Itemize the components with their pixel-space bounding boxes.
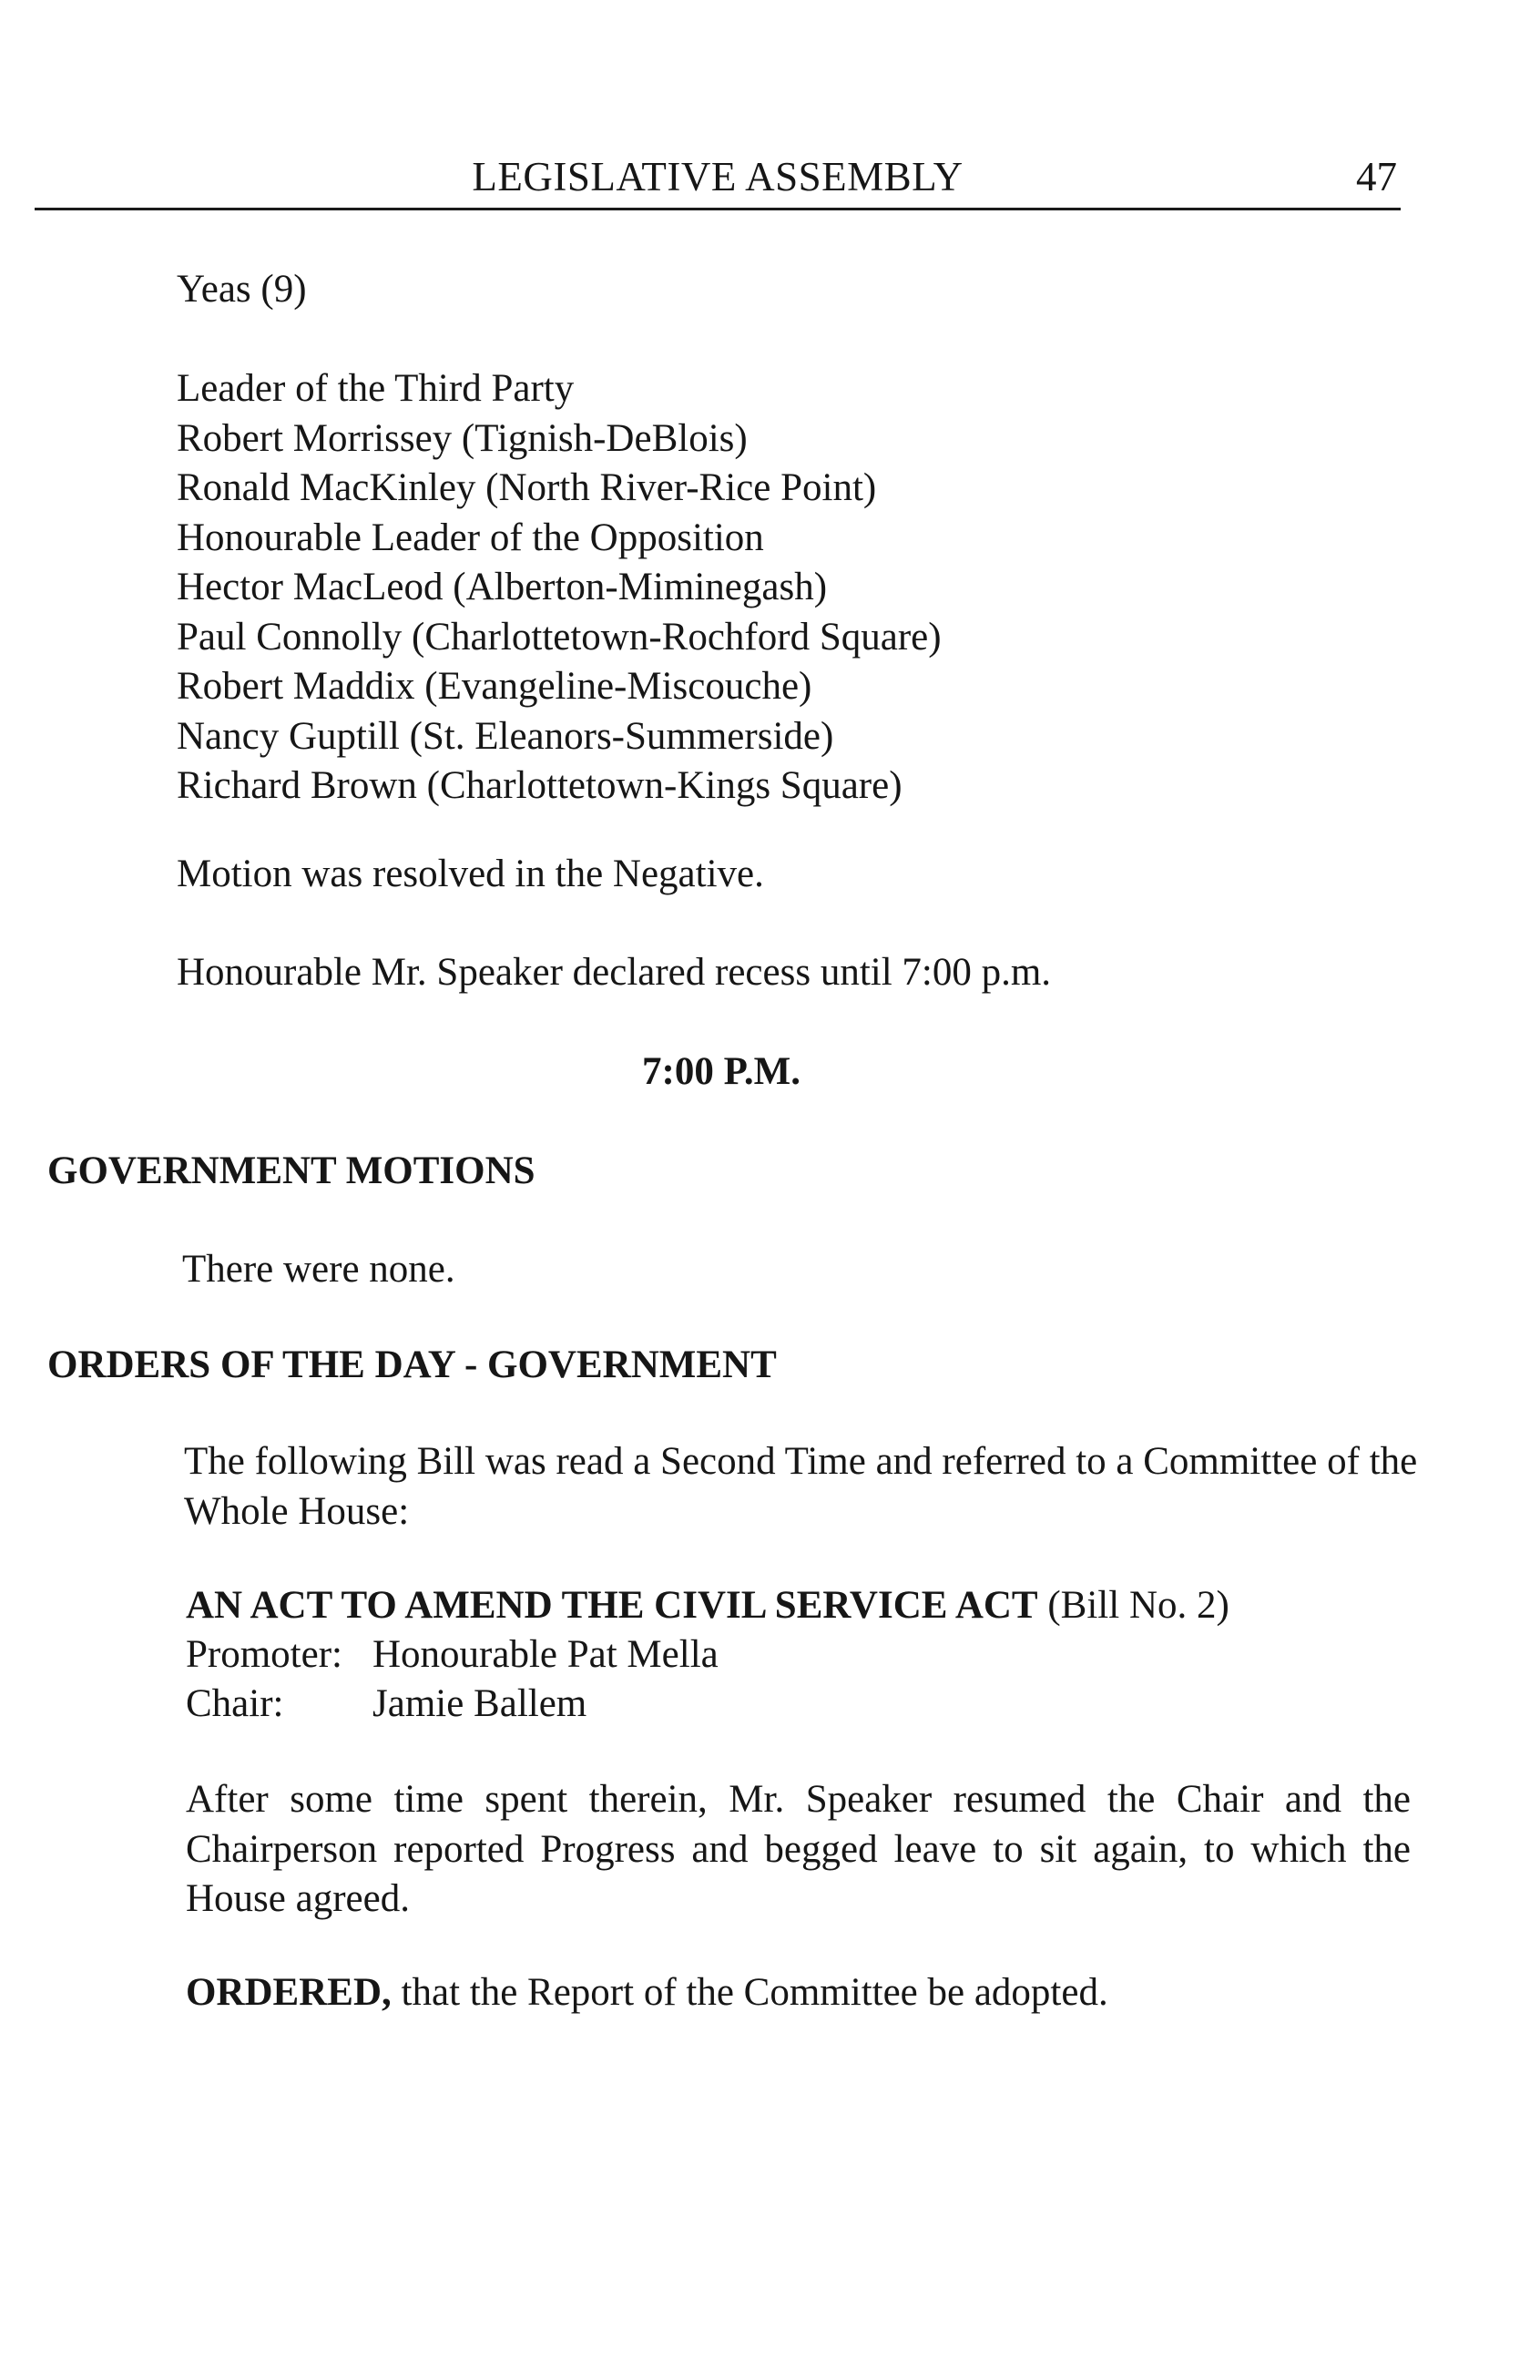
page-number: 47 bbox=[1356, 154, 1397, 199]
yeas-list-item: Nancy Guptill (St. Eleanors-Summerside) bbox=[177, 714, 834, 758]
yeas-list-item: Hector MacLeod (Alberton-Miminegash) bbox=[177, 566, 828, 608]
yeas-heading: Yeas (9) bbox=[177, 268, 307, 311]
bill-number: (Bill No. 2) bbox=[1047, 1584, 1229, 1627]
yeas-list bbox=[177, 364, 942, 812]
yeas-list-item: Richard Brown (Charlottetown-Kings Square) bbox=[177, 764, 903, 807]
page-header bbox=[35, 153, 1401, 210]
ordered-line bbox=[186, 1973, 1108, 2012]
time-heading: 7:00 P.M. bbox=[642, 1050, 801, 1093]
government-motions-text: There were none. bbox=[182, 1248, 455, 1291]
yeas-list-item: Honourable Leader of the Opposition bbox=[177, 516, 764, 559]
yeas-list-item: Robert Morrissey (Tignish-DeBlois) bbox=[177, 416, 748, 460]
promoter-row bbox=[186, 1635, 719, 1674]
bill-title: AN ACT TO AMEND THE CIVIL SERVICE ACT bbox=[186, 1584, 1038, 1627]
chair-row bbox=[186, 1684, 586, 1723]
bill-title-line bbox=[186, 1586, 1229, 1625]
recess-statement: Honourable Mr. Speaker declared recess until 7:00 p.m. bbox=[177, 951, 1052, 994]
motion-result: Motion was resolved in the Negative. bbox=[177, 853, 764, 895]
yeas-list-item: Leader of the Third Party bbox=[177, 367, 575, 410]
bill-referral-paragraph: The following Bill was read a Second Time and referred to a Committee of the Whole House: bbox=[184, 1440, 1418, 1533]
committee-progress-paragraph: After some time spent therein, Mr. Speaker resumed the Chair and the Chairperson reported Progress and begged leave to sit again, to which the House agreed. bbox=[186, 1778, 1411, 1920]
yeas-list-item: Robert Maddix (Evangeline-Miscouche) bbox=[177, 665, 812, 708]
chair-label: Chair: bbox=[186, 1682, 284, 1725]
ordered-text: that the Report of the Committee be adopted. bbox=[401, 1971, 1108, 2014]
yeas-list-item: Paul Connolly (Charlottetown-Rochford Square) bbox=[177, 615, 942, 659]
chair-value: Jamie Ballem bbox=[372, 1682, 587, 1725]
government-motions-heading: GOVERNMENT MOTIONS bbox=[47, 1149, 535, 1192]
yeas-list-item: Ronald MacKinley (North River-Rice Point) bbox=[177, 466, 877, 509]
promoter-value: Honourable Pat Mella bbox=[372, 1633, 719, 1676]
header-title: LEGISLATIVE ASSEMBLY bbox=[472, 154, 964, 199]
ordered-label: ORDERED, bbox=[186, 1971, 392, 2014]
orders-of-the-day-heading: ORDERS OF THE DAY - GOVERNMENT bbox=[47, 1343, 777, 1386]
promoter-label: Promoter: bbox=[186, 1633, 342, 1676]
